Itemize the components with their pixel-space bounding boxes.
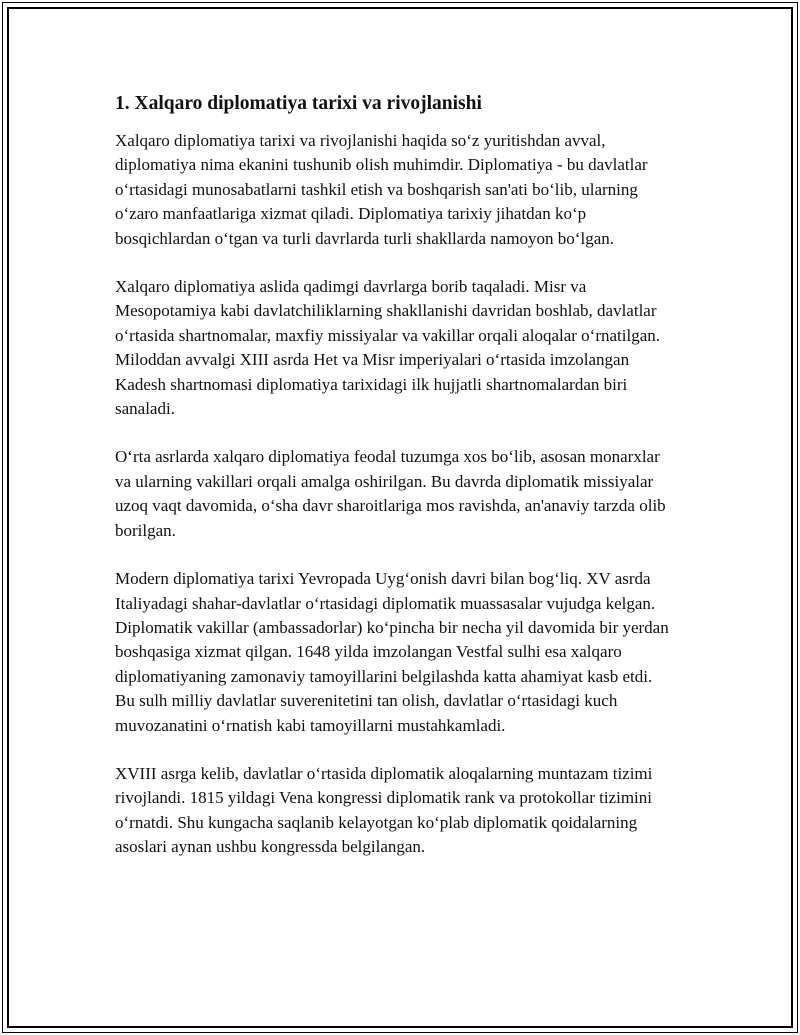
document-body (115, 91, 675, 884)
paragraph-3: O‘rta asrlarda xalqaro diplomatiya feodal tuzumga xos bo‘lib, asosan monarxlar va ularning vakillari orqali amalga oshirilgan. Bu davrda diplomatik missiyalar uzoq vaqt davomida, o‘sha davr sharoitlariga mos ravishda, an'anaviy tarzda olib borilgan. (115, 447, 666, 540)
section-title: 1. Xalqaro diplomatiya tarixi va rivojlanishi (115, 93, 482, 114)
paragraph-2: Xalqaro diplomatiya aslida qadimgi davrlarga borib taqaladi. Misr va Mesopotamiya kabi davlatchiliklarning shakllanishi davridan boshlab, davlatlar o‘rtasida shartnomalar, maxfiy missiyalar va vakillar orqali aloqalar o‘rnatilgan. Miloddan avvalgi XIII asrda Het va Misr imperiyalari o‘rtasida imzolangan Kadesh shartnomasi diplomatiya tarixidagi ilk hujjatli shartnomalardan biri sanaladi. (115, 277, 661, 419)
document-page (2, 2, 798, 1033)
paragraph-4: Modern diplomatiya tarixi Yevropada Uyg‘onish davri bilan bog‘liq. XV asrda Italiyadagi shahar-davlatlar o‘rtasidagi diplomatik muassasalar vujudga kelgan. Diplomatik vakillar (ambassadorlar) ko‘pincha bir necha yil davomida bir yerdan boshqasiga xizmat qilgan. 1648 yilda imzolangan Vestfal sulhi esa xalqaro diplomatiyaning zamonaviy tamoyillarini belgilashda katta ahamiyat kasb etdi. Bu sulh milliy davlatlar suverenitetini tan olish, davlatlar o‘rtasidagi kuch muvozanatini o‘rnatish kabi tamoyillarni mustahkamladi. (115, 569, 669, 735)
paragraph-5: XVIII asrga kelib, davlatlar o‘rtasida diplomatik aloqalarning muntazam tizimi rivojlandi. 1815 yildagi Vena kongressi diplomatik rank va protokollar tizimini o‘rnatdi. Shu kungacha saqlanib kelayotgan ko‘plab diplomatik qoidalarning asoslari aynan ushbu kongressda belgilangan. (115, 763, 653, 857)
paragraph-1: Xalqaro diplomatiya tarixi va rivojlanishi haqida so‘z yuritishdan avval, diplomatiya nima ekanini tushunib olish muhimdir. Diplomatiya - bu davlatlar o‘rtasidagi munosabatlarni tashkil etish va boshqarish san'ati bo‘lib, ularning o‘zaro manfaatlariga xizmat qiladi. Diplomatiya tarixiy jihatdan ko‘p bosqichlardan o‘tgan va turli davrlarda turli shakllarda namoyon bo‘lgan. (115, 131, 648, 248)
